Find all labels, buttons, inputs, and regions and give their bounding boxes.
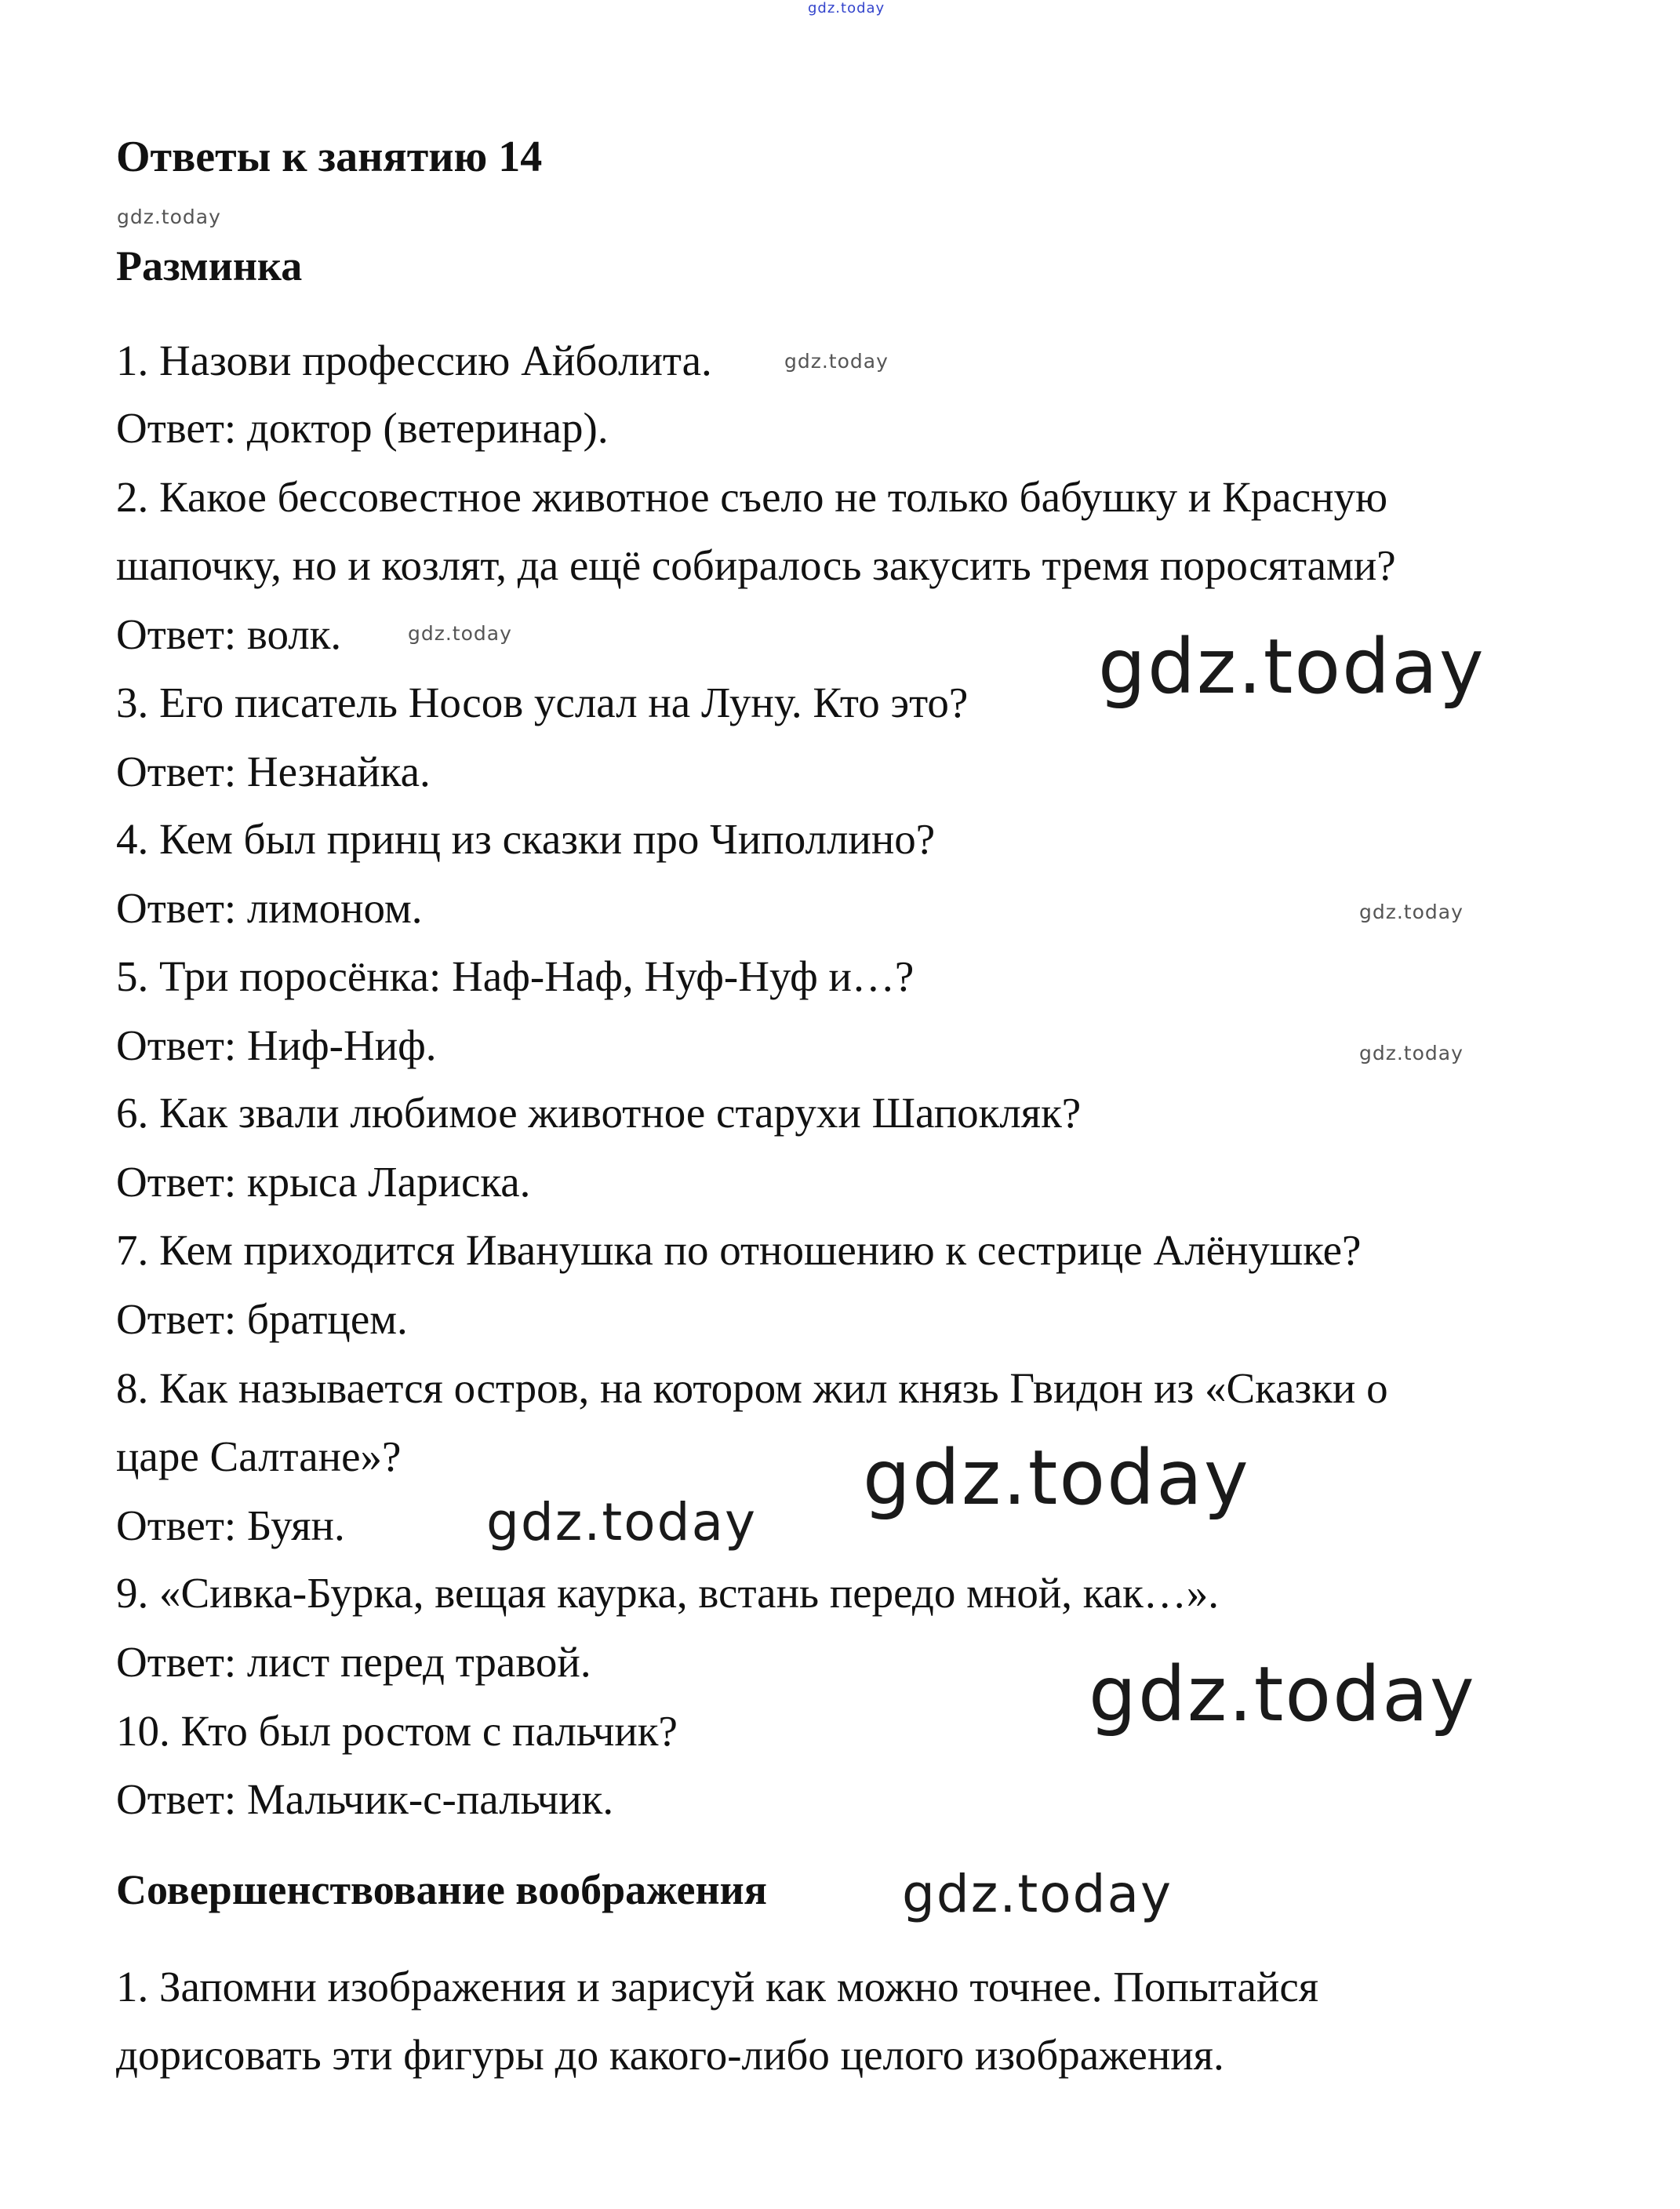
watermark: gdz.today	[117, 206, 221, 228]
text-line: 2. Какое бессовестное животное съело не только бабушку и Красную	[116, 473, 1388, 521]
text-line: 6. Как звали любимое животное старухи Шапокляк?	[116, 1089, 1082, 1137]
watermark: gdz.today	[408, 622, 512, 645]
text-line: 5. Три поросёнка: Наф-Наф, Нуф-Нуф и…?	[116, 952, 915, 1000]
watermark: gdz.today	[1098, 623, 1485, 711]
section-heading-imagination: Совершенствование воображения	[116, 1866, 767, 1913]
text-line: 8. Как называется остров, на котором жил князь Гвидон из «Сказки о	[116, 1364, 1388, 1412]
watermark: gdz.today	[808, 0, 885, 16]
text-line: Ответ: Буян.	[116, 1501, 345, 1549]
text-line: Ответ: братцем.	[116, 1295, 408, 1343]
text-line: Ответ: Ниф-Ниф.	[116, 1021, 437, 1069]
text-line: 3. Его писатель Носов услал на Луну. Кто это?	[116, 679, 969, 726]
text-line: 9. «Сивка-Бурка, вещая каурка, встань передо мной, как…».	[116, 1569, 1220, 1617]
text-line: Ответ: лист перед травой.	[116, 1638, 591, 1686]
text-line: Ответ: волк.	[116, 610, 342, 658]
text-line: 1. Назови профессию Айболита.	[116, 337, 712, 384]
text-line: шапочку, но и козлят, да ещё собиралось закусить тремя поросятами?	[116, 541, 1396, 589]
watermark: gdz.today	[863, 1434, 1250, 1522]
text-line: дорисовать эти фигуры до какого-либо целого изображения.	[116, 2031, 1224, 2079]
text-line: 1. Запомни изображения и зарисуй как можно точнее. Попытайся	[116, 1963, 1319, 2011]
text-line: Ответ: лимоном.	[116, 884, 423, 932]
watermark: gdz.today	[784, 350, 889, 373]
text-line: 10. Кто был ростом с пальчик?	[116, 1707, 678, 1755]
text-line: 7. Кем приходится Иванушка по отношению к сестрице Алёнушке?	[116, 1226, 1362, 1274]
watermark: gdz.today	[486, 1492, 758, 1552]
text-line: Ответ: Незнайка.	[116, 748, 431, 795]
text-line: царе Салтане»?	[116, 1432, 402, 1480]
page-title: Ответы к занятию 14	[116, 133, 543, 181]
text-line: Ответ: крыса Лариска.	[116, 1158, 531, 1206]
text-line: Ответ: доктор (ветеринар).	[116, 404, 609, 452]
watermark: gdz.today	[1359, 1042, 1464, 1064]
text-line: Ответ: Мальчик-с-пальчик.	[116, 1775, 614, 1823]
section-heading-warmup: Разминка	[116, 242, 303, 289]
watermark: gdz.today	[902, 1864, 1173, 1924]
watermark: gdz.today	[1359, 901, 1464, 923]
text-line: 4. Кем был принц из сказки про Чиполлино?	[116, 815, 936, 863]
watermark: gdz.today	[1089, 1650, 1476, 1738]
